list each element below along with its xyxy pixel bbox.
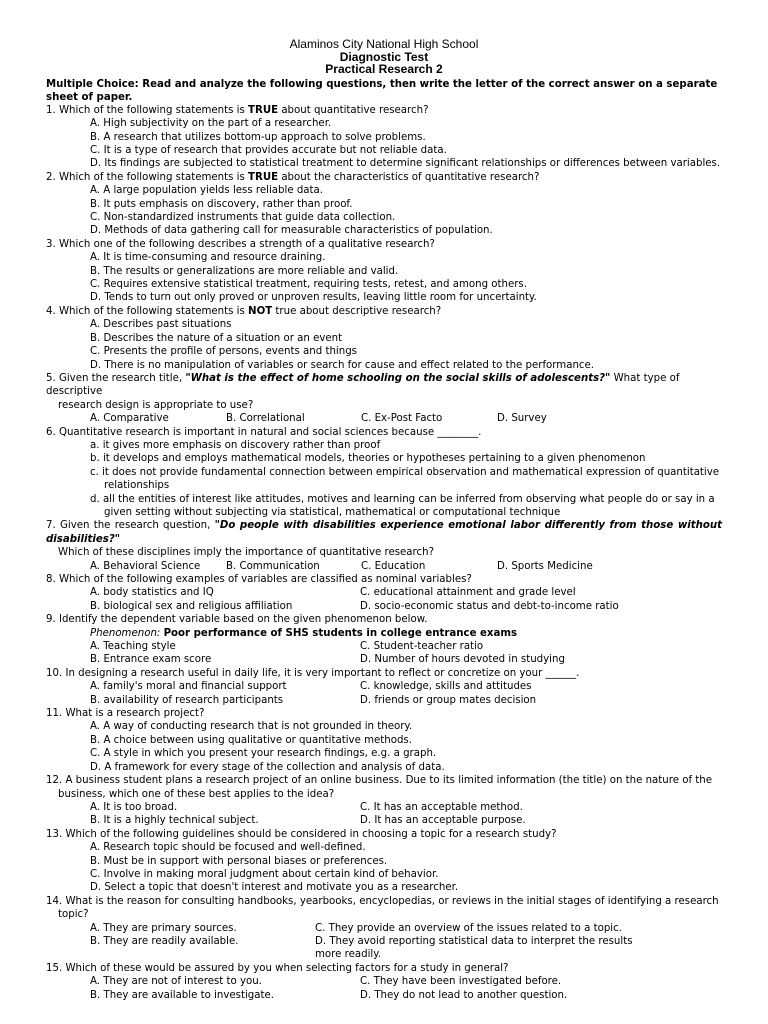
question-11: 11. What is a research project? <box>46 708 205 720</box>
option-b: B. They are readily available. <box>90 935 239 947</box>
option-a: A. Comparative <box>90 413 169 425</box>
option-b: B. biological sex and religious affiliation <box>90 600 293 612</box>
option-a: A. A way of conducting research that is not grounded in theory. <box>90 721 413 733</box>
test-title: Diagnostic Test <box>339 49 429 64</box>
question-9: 9. Identify the dependent variable based on the given phenomenon below. <box>46 614 428 626</box>
option-a: A. body statistics and IQ <box>90 587 214 599</box>
option-a: A. They are primary sources. <box>90 922 237 934</box>
option-d: D. There is no manipulation of variables or search for cause and effect related to the performance. <box>90 359 595 371</box>
option-c: C. They have been investigated before. <box>360 976 562 988</box>
option-a: A. They are not of interest to you. <box>90 976 262 988</box>
option-c-continued: relationships <box>104 480 170 492</box>
option-b: B. They are available to investigate. <box>90 989 275 1001</box>
option-b: B. The results or generalizations are more reliable and valid. <box>90 265 399 277</box>
option-a: A. High subjectivity on the part of a researcher. <box>90 118 332 130</box>
subject-title: Practical Research 2 <box>325 62 443 77</box>
option-c: C. It has an acceptable method. <box>360 801 523 813</box>
option-d: D. They avoid reporting statistical data to interpret the results more readily. <box>315 935 633 961</box>
option-b: b. it develops and employs mathematical models, theories or hypotheses pertaining to a given phenomenon <box>90 453 646 465</box>
question-7-prompt: Which of these disciplines imply the importance of quantitative research? <box>58 547 434 559</box>
option-c: C. Student-teacher ratio <box>360 641 484 653</box>
question-14-continued: topic? <box>58 909 89 921</box>
option-c: C. knowledge, skills and attitudes <box>360 681 532 693</box>
question-4: 4. Which of the following statements is NOT true about descriptive research? <box>46 305 442 317</box>
options-grid <box>46 586 722 613</box>
options-grid <box>46 922 722 962</box>
option-c: C. educational attainment and grade level <box>360 587 576 599</box>
option-a: a. it gives more emphasis on discovery rather than proof <box>90 439 381 451</box>
option-b: B. It is a highly technical subject. <box>90 815 259 827</box>
question-10: 10. In designing a research useful in daily life, it is very important to reflect or concretize on your ______. <box>46 667 580 679</box>
option-c: C. Presents the profile of persons, events and things <box>90 346 357 358</box>
question-6: 6. Quantitative research is important in natural and social sciences because ________. <box>46 426 482 438</box>
option-d: D. It has an acceptable purpose. <box>360 815 526 827</box>
school-name: Alaminos City National High School <box>289 37 479 51</box>
question-13: 13. Which of the following guidelines should be considered in choosing a topic for a research study? <box>46 828 557 840</box>
option-d: D. They do not lead to another question. <box>360 989 568 1001</box>
option-c: c. it does not provide fundamental connection between empirical observation and mathematical expression of quantitative <box>90 466 720 478</box>
option-d: D. friends or group mates decision <box>360 694 537 706</box>
options-grid <box>46 640 722 667</box>
option-c: C. Ex-Post Facto <box>361 413 443 425</box>
option-a: A. family's moral and financial support <box>90 681 287 693</box>
option-a: A. Teaching style <box>90 641 176 653</box>
question-2: 2. Which of the following statements is TRUE about the characteristics of quantitative research? <box>46 171 540 183</box>
option-d: D. A framework for every stage of the collection and analysis of data. <box>90 761 445 773</box>
options-grid <box>46 975 722 1002</box>
option-d: D. Number of hours devoted in studying <box>360 654 565 666</box>
option-b: B. Entrance exam score <box>90 654 212 666</box>
option-d: D. Its findings are subjected to statistical treatment to determine significant relationships or differences between variables. <box>90 158 721 170</box>
option-b: B. availability of research participants <box>90 694 284 706</box>
option-c: C. Education <box>361 560 426 572</box>
option-a: A. Behavioral Science <box>90 560 201 572</box>
option-c: C. A style in which you present your research findings, e.g. a graph. <box>90 748 437 760</box>
option-d: d. all the entities of interest like attitudes, motives and learning can be inferred from observing what people do or say in a <box>90 493 715 505</box>
phenomenon: Phenomenon: Poor performance of SHS students in college entrance exams <box>90 627 518 639</box>
option-b: B. A choice between using qualitative or quantitative methods. <box>90 734 412 746</box>
option-a: A. Describes past situations <box>90 319 232 331</box>
option-c: C. Involve in making moral judgment about certain kind of behavior. <box>90 868 439 880</box>
question-5: 5. Given the research title, "What is the effect of home schooling on the social skills of adolescents?" What type of descriptive <box>46 372 680 398</box>
option-c: C. Non-standardized instruments that guide data collection. <box>90 212 396 224</box>
question-5-continued: research design is appropriate to use? <box>58 399 254 411</box>
options-row <box>46 560 722 573</box>
option-d: D. Tends to turn out only proved or unproven results, leaving little room for uncertainty. <box>90 292 537 304</box>
option-d: D. Survey <box>497 413 547 425</box>
question-1: 1. Which of the following statements is TRUE about quantitative research? <box>46 104 429 116</box>
option-c: C. It is a type of research that provides accurate but not reliable data. <box>90 145 447 156</box>
option-b: B. Describes the nature of a situation or an event <box>90 332 343 344</box>
option-b: B. Correlational <box>226 413 305 425</box>
option-b: B. Must be in support with personal biases or preferences. <box>90 855 388 867</box>
question-7-continued: disabilities?" <box>46 533 121 545</box>
question-8: 8. Which of the following examples of variables are classified as nominal variables? <box>46 574 472 585</box>
option-c: C. They provide an overview of the issues related to a topic. <box>315 922 622 934</box>
question-7: 7. Given the research question, "Do people with disabilities experience emotional labor differently from those without <box>46 520 722 532</box>
option-a: A. Research topic should be focused and well-defined. <box>90 842 366 854</box>
option-d: D. Sports Medicine <box>497 560 593 572</box>
document-header <box>46 38 722 76</box>
option-a: A. It is time-consuming and resource draining. <box>90 252 326 264</box>
option-b: B. Communication <box>226 560 320 572</box>
option-b: B. A research that utilizes bottom-up approach to solve problems. <box>90 131 426 143</box>
question-12-continued: business, which one of these best applies to the idea? <box>58 788 335 800</box>
option-d-continued: given setting without subjecting via statistical, mathematical or computational technique <box>104 506 561 518</box>
option-d: D. Select a topic that doesn't interest and motivate you as a researcher. <box>90 882 459 894</box>
instructions: Multiple Choice: Read and analyze the following questions, then write the letter of the correct answer on a separate sheet of paper. <box>46 78 718 103</box>
options-grid <box>46 680 722 707</box>
question-3: 3. Which one of the following describes a strength of a qualitative research? <box>46 238 435 250</box>
question-12: 12. A business student plans a research project of an online business. Due to its limited information (the title) on the nature of the <box>46 775 712 787</box>
question-15: 15. Which of these would be assured by you when selecting factors for a study in general? <box>46 962 509 974</box>
options-grid <box>46 801 722 828</box>
options-row <box>46 412 722 425</box>
option-a: A. It is too broad. <box>90 801 178 813</box>
question-14: 14. What is the reason for consulting handbooks, yearbooks, encyclopedias, or reviews in the initial stages of identifying a research <box>46 895 719 907</box>
option-d: D. socio-economic status and debt-to-income ratio <box>360 600 619 612</box>
option-a: A. A large population yields less reliable data. <box>90 185 324 197</box>
option-b: B. It puts emphasis on discovery, rather than proof. <box>90 198 353 210</box>
option-c: C. Requires extensive statistical treatment, requiring tests, retest, and among others. <box>90 279 527 291</box>
option-d: D. Methods of data gathering call for measurable characteristics of population. <box>90 225 493 237</box>
